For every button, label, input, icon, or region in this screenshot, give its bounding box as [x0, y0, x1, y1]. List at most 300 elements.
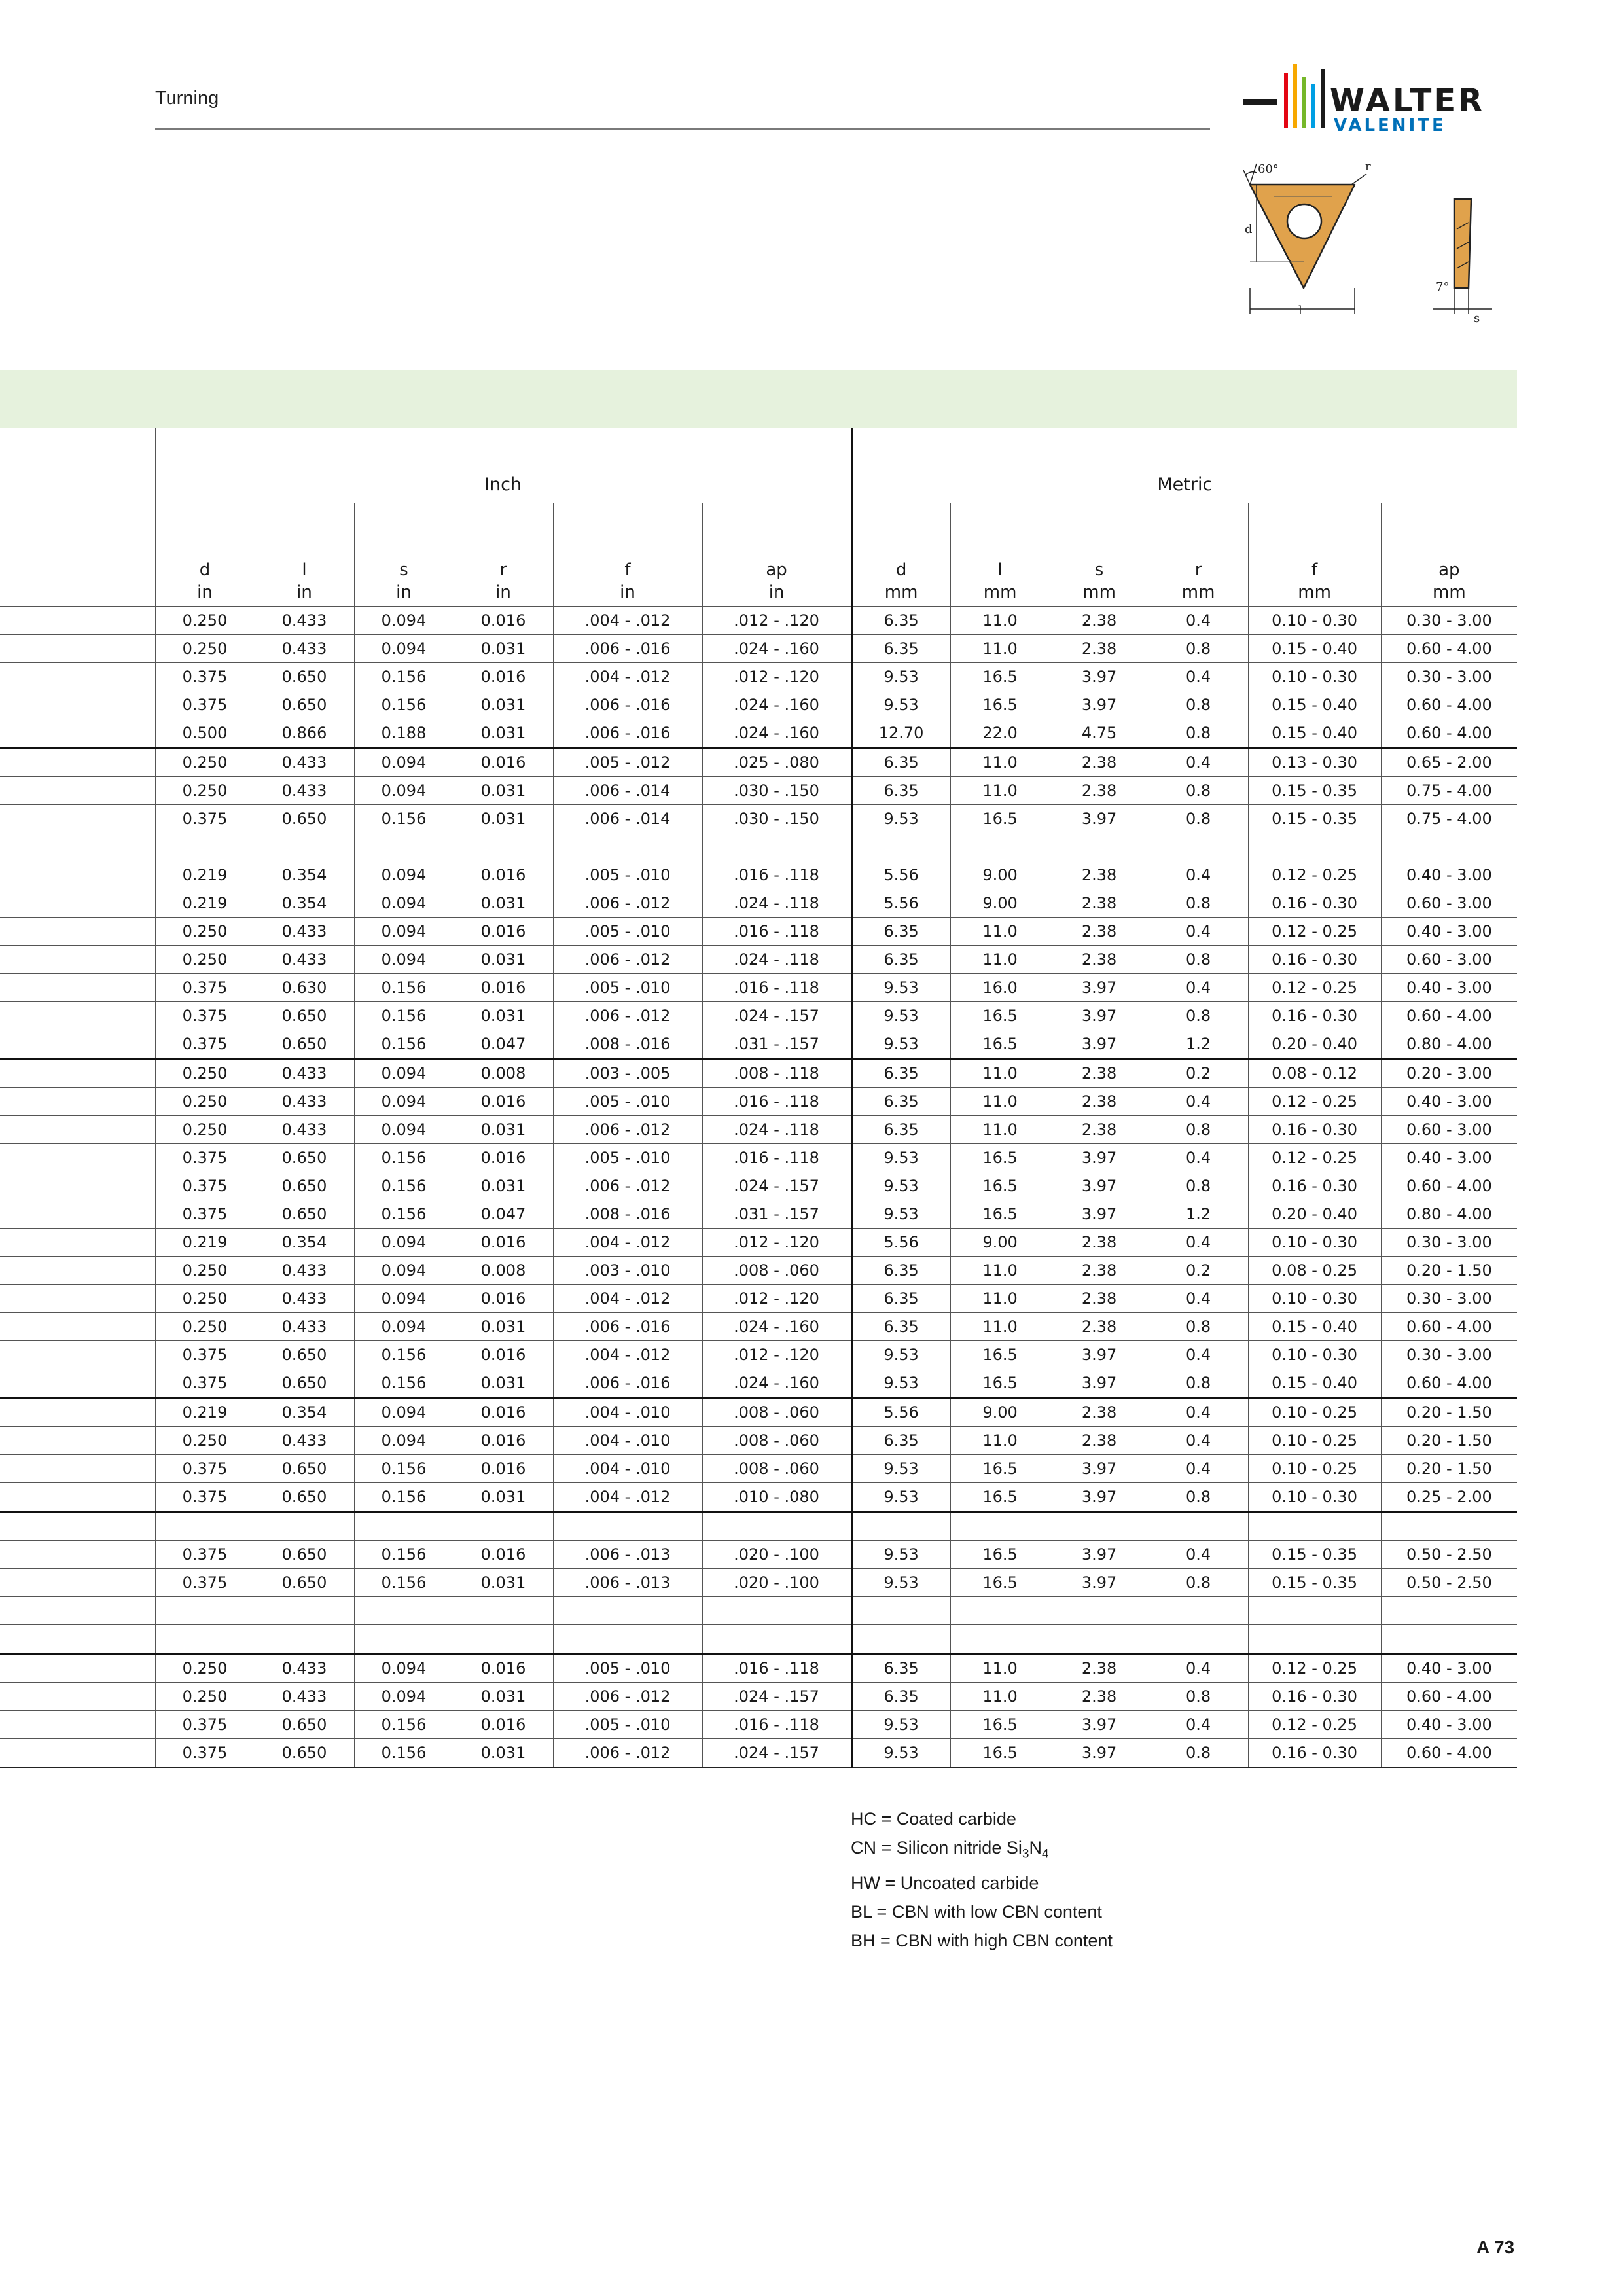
logo-dash	[1243, 99, 1277, 105]
table-cell: 0.375	[155, 1739, 255, 1768]
table-cell: .006 - .012	[553, 1116, 702, 1144]
table-cell: 0.60 - 4.00	[1381, 719, 1517, 748]
table-cell	[155, 833, 255, 861]
table-cell: 0.031	[454, 805, 553, 833]
table-cell: 2.38	[1050, 946, 1149, 974]
table-cell: 0.156	[354, 1002, 454, 1030]
col-header	[950, 503, 1050, 607]
table-cell	[255, 833, 354, 861]
table-cell: 3.97	[1050, 1541, 1149, 1569]
table-cell: 0.250	[155, 1683, 255, 1711]
table-cell: 0.156	[354, 1455, 454, 1483]
insert-data-table	[0, 428, 1517, 1768]
table-cell: 3.97	[1050, 1002, 1149, 1030]
table-cell: 0.50 - 2.50	[1381, 1569, 1517, 1597]
table-cell: 0.12 - 0.25	[1248, 1654, 1381, 1683]
table-cell: 0.650	[255, 1739, 354, 1768]
table-cell: 9.53	[851, 1739, 950, 1768]
table-cell: 0.15 - 0.35	[1248, 777, 1381, 805]
table-cell: 0.4	[1149, 1341, 1248, 1369]
inch-group-header: Inch	[155, 428, 851, 503]
table-cell: 0.016	[454, 1229, 553, 1257]
table-cell: 0.4	[1149, 1285, 1248, 1313]
table-cell: 0.650	[255, 1369, 354, 1398]
table-cell: 3.97	[1050, 805, 1149, 833]
row-label-cell	[0, 1739, 155, 1768]
table-cell: 2.38	[1050, 1683, 1149, 1711]
table-cell: 0.250	[155, 635, 255, 663]
table-cell	[702, 833, 851, 861]
table-cell: 0.094	[354, 748, 454, 777]
table-cell: 0.250	[155, 1116, 255, 1144]
table-row	[0, 805, 1517, 833]
table-cell: 0.094	[354, 918, 454, 946]
table-cell: .031 - .157	[702, 1200, 851, 1229]
table-cell: 9.53	[851, 1341, 950, 1369]
table-cell: 0.031	[454, 889, 553, 918]
row-label-cell	[0, 719, 155, 748]
table-cell: 0.031	[454, 1172, 553, 1200]
table-cell: 16.5	[950, 1002, 1050, 1030]
table-cell	[1149, 833, 1248, 861]
table-cell: 0.30 - 3.00	[1381, 663, 1517, 691]
table-cell: 0.20 - 1.50	[1381, 1427, 1517, 1455]
table-cell: 9.00	[950, 1398, 1050, 1427]
table-cell: 0.016	[454, 974, 553, 1002]
table-cell: 9.53	[851, 1541, 950, 1569]
table-cell: 6.35	[851, 946, 950, 974]
table-cell: .016 - .118	[702, 1711, 851, 1739]
table-cell: 0.630	[255, 974, 354, 1002]
row-label-cell	[0, 1455, 155, 1483]
table-cell: 2.38	[1050, 1257, 1149, 1285]
table-cell: 0.094	[354, 1683, 454, 1711]
table-cell: 11.0	[950, 1059, 1050, 1088]
table-cell: 9.53	[851, 1200, 950, 1229]
table-cell: 0.4	[1149, 1398, 1248, 1427]
table-cell: 3.97	[1050, 691, 1149, 719]
table-cell: .008 - .060	[702, 1455, 851, 1483]
row-label-cell	[0, 1683, 155, 1711]
table-cell: 0.016	[454, 748, 553, 777]
table-cell: 0.375	[155, 1711, 255, 1739]
table-cell: 0.016	[454, 1654, 553, 1683]
table-row	[0, 889, 1517, 918]
table-cell: 0.375	[155, 1541, 255, 1569]
table-cell: .024 - .157	[702, 1002, 851, 1030]
table-cell: .008 - .060	[702, 1398, 851, 1427]
table-cell: 16.5	[950, 1030, 1050, 1059]
row-label-cell	[0, 1229, 155, 1257]
table-cell	[354, 1512, 454, 1541]
table-cell: 9.53	[851, 1569, 950, 1597]
table-cell: 0.80 - 4.00	[1381, 1030, 1517, 1059]
table-cell: 0.156	[354, 1030, 454, 1059]
table-cell: 9.53	[851, 1369, 950, 1398]
table-cell	[553, 1512, 702, 1541]
table-cell	[553, 1597, 702, 1625]
table-cell: 6.35	[851, 777, 950, 805]
table-row	[0, 1369, 1517, 1398]
table-cell: 11.0	[950, 635, 1050, 663]
table-cell: 0.375	[155, 1455, 255, 1483]
table-cell	[1248, 1597, 1381, 1625]
table-row	[0, 833, 1517, 861]
col-header-unit: mm	[1181, 583, 1215, 602]
table-cell: 0.375	[155, 1144, 255, 1172]
table-cell: .016 - .118	[702, 1144, 851, 1172]
col-header-unit: in	[396, 583, 412, 602]
table-cell: .004 - .012	[553, 1341, 702, 1369]
table-cell: 0.219	[155, 1398, 255, 1427]
table-cell: 0.650	[255, 1002, 354, 1030]
table-cell: .006 - .012	[553, 889, 702, 918]
row-label-cell	[0, 1002, 155, 1030]
table-cell: 0.094	[354, 1313, 454, 1341]
table-cell	[553, 833, 702, 861]
table-cell: 0.016	[454, 663, 553, 691]
table-cell: 0.8	[1149, 1739, 1248, 1768]
row-label-cell	[0, 946, 155, 974]
table-cell	[354, 833, 454, 861]
insert-triangle-icon	[1243, 164, 1366, 314]
table-cell: 0.60 - 4.00	[1381, 691, 1517, 719]
table-cell: 11.0	[950, 946, 1050, 974]
table-cell: 0.650	[255, 1144, 354, 1172]
table-cell: 0.094	[354, 861, 454, 889]
table-cell: 0.156	[354, 1144, 454, 1172]
table-cell: 0.156	[354, 805, 454, 833]
table-cell	[950, 1512, 1050, 1541]
table-cell: 3.97	[1050, 1369, 1149, 1398]
header-divider	[155, 128, 1210, 130]
table-cell: 2.38	[1050, 1088, 1149, 1116]
table-cell: 2.38	[1050, 1398, 1149, 1427]
table-cell: .006 - .013	[553, 1541, 702, 1569]
table-cell: 0.094	[354, 777, 454, 805]
table-cell: 0.16 - 0.30	[1248, 1116, 1381, 1144]
table-cell: 0.8	[1149, 1002, 1248, 1030]
row-label-cell	[0, 1541, 155, 1569]
table-row	[0, 1030, 1517, 1059]
col-header	[553, 503, 702, 607]
table-cell: 0.031	[454, 1002, 553, 1030]
table-cell: .016 - .118	[702, 974, 851, 1002]
table-cell	[950, 833, 1050, 861]
table-cell: 2.38	[1050, 1285, 1149, 1313]
table-cell: 0.375	[155, 1030, 255, 1059]
table-cell: 0.094	[354, 1427, 454, 1455]
table-row	[0, 691, 1517, 719]
table-cell: 22.0	[950, 719, 1050, 748]
table-cell: .008 - .118	[702, 1059, 851, 1088]
table-cell: 0.10 - 0.30	[1248, 663, 1381, 691]
table-cell: 0.219	[155, 861, 255, 889]
table-cell: 11.0	[950, 1116, 1050, 1144]
table-cell: 16.5	[950, 1569, 1050, 1597]
metric-group-header: Metric	[851, 428, 1517, 503]
table-cell: 0.30 - 3.00	[1381, 1285, 1517, 1313]
table-cell: 0.12 - 0.25	[1248, 1711, 1381, 1739]
col-header-label: s	[1094, 560, 1104, 580]
blank-header	[0, 428, 155, 503]
table-cell: .004 - .010	[553, 1398, 702, 1427]
row-label-cell	[0, 1625, 155, 1654]
table-row	[0, 635, 1517, 663]
table-cell: 0.156	[354, 1569, 454, 1597]
table-cell	[1149, 1597, 1248, 1625]
table-cell: 0.433	[255, 918, 354, 946]
table-cell: 0.156	[354, 663, 454, 691]
table-cell: 5.56	[851, 861, 950, 889]
table-cell: .030 - .150	[702, 805, 851, 833]
table-cell: 0.650	[255, 1030, 354, 1059]
table-cell: 0.13 - 0.30	[1248, 748, 1381, 777]
table-cell	[454, 833, 553, 861]
table-row	[0, 1597, 1517, 1625]
table-cell: 0.08 - 0.25	[1248, 1257, 1381, 1285]
table-cell: 0.650	[255, 1711, 354, 1739]
table-cell: .012 - .120	[702, 607, 851, 635]
table-row	[0, 1654, 1517, 1683]
table-cell: 0.500	[155, 719, 255, 748]
table-cell: 0.650	[255, 1172, 354, 1200]
table-cell: 2.38	[1050, 748, 1149, 777]
col-header	[1050, 503, 1149, 607]
table-cell: .004 - .012	[553, 1285, 702, 1313]
table-cell: 0.219	[155, 1229, 255, 1257]
table-cell: 0.4	[1149, 974, 1248, 1002]
table-cell: 0.250	[155, 1654, 255, 1683]
table-cell: 0.4	[1149, 663, 1248, 691]
legend-bh: BH = CBN with high CBN content	[851, 1931, 1113, 1951]
table-row	[0, 1512, 1517, 1541]
table-cell	[1050, 1512, 1149, 1541]
table-cell	[1248, 833, 1381, 861]
table-cell: 2.38	[1050, 1654, 1149, 1683]
blank-col-header	[0, 503, 155, 607]
table-cell: 0.031	[454, 691, 553, 719]
row-label-cell	[0, 1088, 155, 1116]
row-label-cell	[0, 1369, 155, 1398]
table-cell: 0.354	[255, 889, 354, 918]
table-cell: 0.433	[255, 1285, 354, 1313]
col-header-label: f	[1311, 560, 1318, 580]
table-cell: 0.15 - 0.40	[1248, 635, 1381, 663]
row-label-cell	[0, 607, 155, 635]
col-header-label: l	[302, 560, 307, 580]
table-cell: 0.094	[354, 635, 454, 663]
table-cell: 6.35	[851, 1257, 950, 1285]
table-cell: 0.40 - 3.00	[1381, 974, 1517, 1002]
col-header-label: r	[499, 560, 507, 580]
table-cell: 0.016	[454, 861, 553, 889]
table-cell: 0.031	[454, 1116, 553, 1144]
table-row	[0, 1683, 1517, 1711]
table-row	[0, 777, 1517, 805]
table-cell: 0.016	[454, 1541, 553, 1569]
table-cell	[354, 1597, 454, 1625]
row-label-cell	[0, 635, 155, 663]
table-row	[0, 1483, 1517, 1512]
table-cell: 16.5	[950, 805, 1050, 833]
radius-label: r	[1365, 160, 1371, 173]
table-cell	[155, 1597, 255, 1625]
table-cell: .005 - .010	[553, 1711, 702, 1739]
row-label-cell	[0, 1257, 155, 1285]
table-cell: 9.53	[851, 974, 950, 1002]
table-cell: 3.97	[1050, 1144, 1149, 1172]
table-cell: 0.12 - 0.25	[1248, 974, 1381, 1002]
table-cell: 0.250	[155, 777, 255, 805]
table-cell: .031 - .157	[702, 1030, 851, 1059]
table-cell: 0.156	[354, 1200, 454, 1229]
table-cell: .024 - .160	[702, 719, 851, 748]
table-cell: 0.094	[354, 1116, 454, 1144]
table-cell: 11.0	[950, 777, 1050, 805]
table-cell: .005 - .010	[553, 1654, 702, 1683]
col-header-unit: mm	[1082, 583, 1116, 602]
row-label-cell	[0, 748, 155, 777]
row-label-cell	[0, 889, 155, 918]
table-cell: 0.15 - 0.35	[1248, 1569, 1381, 1597]
table-cell: .024 - .160	[702, 1369, 851, 1398]
table-cell: 0.4	[1149, 748, 1248, 777]
table-cell: 11.0	[950, 1257, 1050, 1285]
table-cell: 0.15 - 0.40	[1248, 719, 1381, 748]
table-cell: 0.20 - 0.40	[1248, 1030, 1381, 1059]
table-row	[0, 946, 1517, 974]
table-cell	[155, 1625, 255, 1654]
table-cell: 0.094	[354, 1059, 454, 1088]
table-cell: 1.2	[1149, 1030, 1248, 1059]
table-cell: 0.250	[155, 1285, 255, 1313]
table-cell: .008 - .060	[702, 1427, 851, 1455]
table-cell: 0.433	[255, 607, 354, 635]
table-cell: 0.375	[155, 1341, 255, 1369]
col-header	[354, 503, 454, 607]
table-cell: 6.35	[851, 607, 950, 635]
table-cell: 0.80 - 4.00	[1381, 1200, 1517, 1229]
col-header	[155, 503, 255, 607]
table-cell: .016 - .118	[702, 918, 851, 946]
table-cell: 0.16 - 0.30	[1248, 1002, 1381, 1030]
table-cell: 16.5	[950, 1144, 1050, 1172]
table-cell: .006 - .012	[553, 1172, 702, 1200]
table-cell: 0.094	[354, 1285, 454, 1313]
table-cell	[255, 1625, 354, 1654]
table-row	[0, 918, 1517, 946]
l-label: l	[1298, 304, 1302, 317]
table-cell: 0.219	[155, 889, 255, 918]
table-cell: 0.008	[454, 1257, 553, 1285]
table-row	[0, 1711, 1517, 1739]
table-cell: 2.38	[1050, 1313, 1149, 1341]
table-cell: 0.16 - 0.30	[1248, 1739, 1381, 1768]
table-cell: .024 - .157	[702, 1739, 851, 1768]
table-cell: 9.53	[851, 691, 950, 719]
table-cell: 0.433	[255, 1257, 354, 1285]
table-cell	[1050, 833, 1149, 861]
table-cell: 0.65 - 2.00	[1381, 748, 1517, 777]
table-row	[0, 1455, 1517, 1483]
table-cell: 0.4	[1149, 1229, 1248, 1257]
table-cell: 0.60 - 4.00	[1381, 1739, 1517, 1768]
table-cell: 5.56	[851, 889, 950, 918]
table-cell: 0.75 - 4.00	[1381, 805, 1517, 833]
table-cell: .006 - .016	[553, 1313, 702, 1341]
table-cell: 0.250	[155, 1313, 255, 1341]
table-cell: 0.08 - 0.12	[1248, 1059, 1381, 1088]
table-cell: 0.031	[454, 635, 553, 663]
table-cell: 0.031	[454, 1683, 553, 1711]
table-cell: 3.97	[1050, 1455, 1149, 1483]
table-cell: 0.40 - 3.00	[1381, 1654, 1517, 1683]
table-cell: 0.250	[155, 918, 255, 946]
table-cell	[851, 1625, 950, 1654]
table-cell: 0.8	[1149, 946, 1248, 974]
table-cell	[950, 1597, 1050, 1625]
table-row	[0, 974, 1517, 1002]
table-cell: 0.8	[1149, 1683, 1248, 1711]
row-label-cell	[0, 1200, 155, 1229]
table-cell: 0.8	[1149, 1569, 1248, 1597]
table-row	[0, 1144, 1517, 1172]
table-cell: 0.10 - 0.25	[1248, 1455, 1381, 1483]
table-row	[0, 607, 1517, 635]
col-header-unit: in	[620, 583, 635, 602]
table-cell: 11.0	[950, 1427, 1050, 1455]
table-cell: .016 - .118	[702, 861, 851, 889]
table-cell: 16.5	[950, 1483, 1050, 1512]
table-cell: .006 - .016	[553, 691, 702, 719]
table-cell	[1050, 1597, 1149, 1625]
table-cell: 6.35	[851, 748, 950, 777]
col-header-label: d	[199, 560, 211, 580]
row-label-cell	[0, 974, 155, 1002]
table-cell: 0.650	[255, 691, 354, 719]
table-cell: 0.016	[454, 1711, 553, 1739]
table-cell: 2.38	[1050, 889, 1149, 918]
table-cell: 0.650	[255, 1200, 354, 1229]
table-cell	[1381, 1512, 1517, 1541]
table-cell: 6.35	[851, 1313, 950, 1341]
table-cell: 0.12 - 0.25	[1248, 918, 1381, 946]
table-cell: .025 - .080	[702, 748, 851, 777]
table-cell: 0.12 - 0.25	[1248, 861, 1381, 889]
table-cell	[255, 1597, 354, 1625]
table-cell: 0.650	[255, 663, 354, 691]
table-cell: 0.375	[155, 805, 255, 833]
table-cell: 0.031	[454, 777, 553, 805]
table-cell: .008 - .016	[553, 1030, 702, 1059]
table-cell: 16.5	[950, 691, 1050, 719]
table-cell: 0.008	[454, 1059, 553, 1088]
table-cell: 11.0	[950, 1285, 1050, 1313]
table-row	[0, 1172, 1517, 1200]
table-cell: 0.16 - 0.30	[1248, 946, 1381, 974]
table-cell: .006 - .016	[553, 719, 702, 748]
table-cell: .005 - .010	[553, 1144, 702, 1172]
row-label-cell	[0, 1398, 155, 1427]
table-cell: .024 - .157	[702, 1683, 851, 1711]
table-cell: 6.35	[851, 1285, 950, 1313]
table-cell: 0.40 - 3.00	[1381, 861, 1517, 889]
table-cell: 0.094	[354, 1398, 454, 1427]
table-cell	[1381, 1625, 1517, 1654]
table-row	[0, 1341, 1517, 1369]
table-cell	[454, 1625, 553, 1654]
